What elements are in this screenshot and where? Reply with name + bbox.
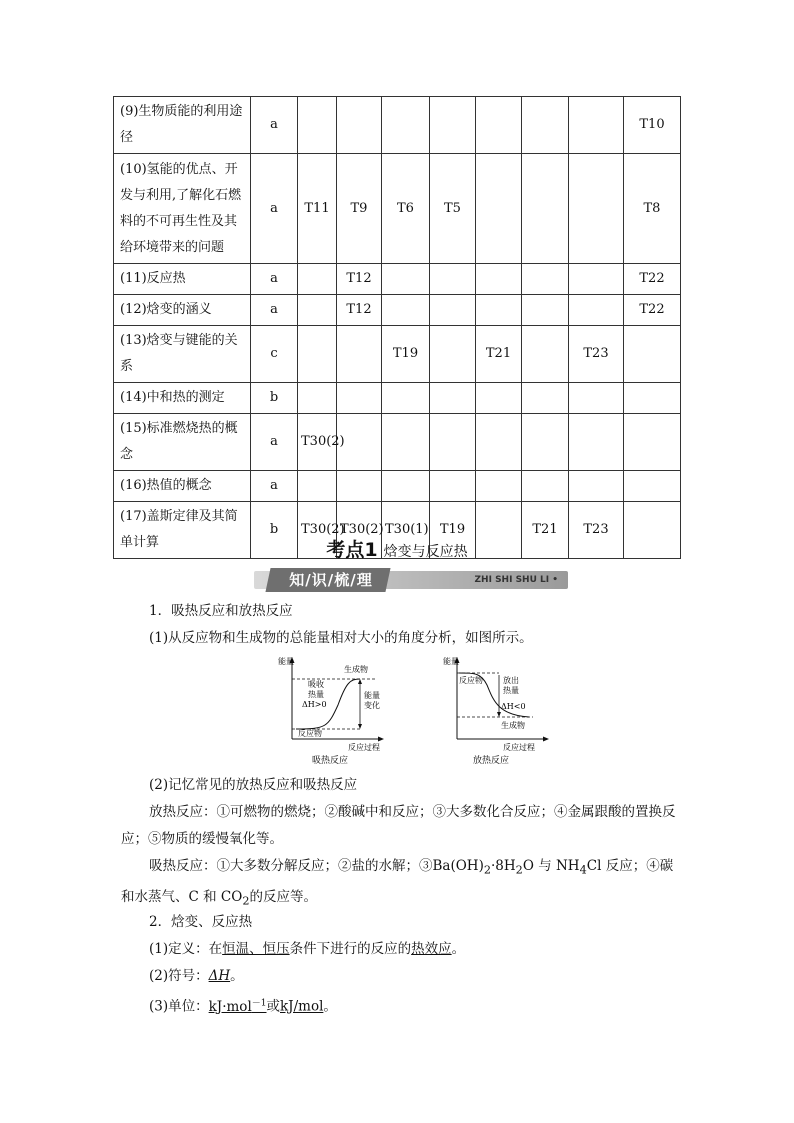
text-run: 条件下进行的反应的 <box>289 941 412 957</box>
topic-cell: (9)生物质能的利用途径 <box>114 97 251 154</box>
exam-cell <box>382 295 430 326</box>
reactant-label: 反应物 <box>459 676 483 685</box>
exam-cell <box>476 414 522 471</box>
definition-line <box>149 939 465 959</box>
superscript: －1 <box>251 998 267 1008</box>
text-run: 或 <box>266 998 280 1015</box>
exam-cell <box>382 471 430 502</box>
level-cell: b <box>251 502 298 559</box>
topic-cell: (15)标准燃烧热的概念 <box>114 414 251 471</box>
text-run: (3)单位： <box>149 998 209 1015</box>
answer-blank: kJ/mol <box>280 998 324 1015</box>
answer-blank: 恒温、恒压 <box>222 941 290 957</box>
topic-cell: (12)焓变的涵义 <box>114 295 251 326</box>
topic-cell: (10)氢能的优点、开发与利用,了解化石燃料的不可再生性及其给环境带来的问题 <box>114 154 251 264</box>
subscript: 2 <box>515 863 523 877</box>
level-cell: a <box>251 471 298 502</box>
exam-cell <box>569 414 624 471</box>
text-run: kJ·mol <box>208 998 252 1015</box>
exam-cell <box>298 471 337 502</box>
level-cell: a <box>251 295 298 326</box>
exam-cell <box>298 97 337 154</box>
exam-cell: T12 <box>337 264 382 295</box>
product-label: 生成物 <box>344 665 368 674</box>
y-axis-label: 能量 <box>278 657 294 666</box>
answer-blank: 热效应 <box>411 941 452 957</box>
level-cell: c <box>251 326 298 383</box>
exam-cell <box>430 383 476 414</box>
unit-line <box>149 993 337 1017</box>
exam-cell <box>522 383 569 414</box>
exam-cell <box>522 295 569 326</box>
exam-cell <box>522 471 569 502</box>
exam-cell <box>476 264 522 295</box>
table-row <box>114 383 681 414</box>
text-run: (2)符号： <box>149 968 209 984</box>
exam-cell <box>382 97 430 154</box>
table-row <box>114 97 681 154</box>
endothermic-caption: 吸热反应 <box>312 756 349 766</box>
exam-cell <box>522 264 569 295</box>
section-name: 焓变与反应热 <box>383 544 468 560</box>
y-axis-label: 能量 <box>443 657 459 666</box>
symbol-line <box>149 966 244 986</box>
topic-cell: (13)焓变与键能的关系 <box>114 326 251 383</box>
exam-cell <box>476 295 522 326</box>
exam-cell: T30(2) <box>298 502 337 559</box>
answer-blank: ΔH <box>208 968 231 984</box>
banner-title: 知/识/梳/理 <box>289 571 373 589</box>
change-label: 能量变化 <box>364 691 380 710</box>
level-cell: b <box>251 383 298 414</box>
text-run: ·8H <box>491 858 516 874</box>
exam-cell <box>522 414 569 471</box>
table-row <box>114 471 681 502</box>
x-axis-label: 反应过程 <box>348 743 380 752</box>
answer-blank <box>209 999 267 1015</box>
knowledge-banner <box>254 568 568 592</box>
exam-cell: T8 <box>624 154 681 264</box>
banner-pinyin: ZHI SHI SHU LI • <box>474 575 558 585</box>
exam-cell <box>476 97 522 154</box>
table-row <box>114 414 681 471</box>
delta-h-label: ΔH<0 <box>501 702 526 711</box>
absorb-label: 吸收热量 <box>308 680 324 699</box>
exam-cell <box>430 295 476 326</box>
exam-cell: T22 <box>624 295 681 326</box>
exam-cell <box>430 414 476 471</box>
x-axis-arrow <box>543 737 549 742</box>
arrow-head-up <box>358 679 362 684</box>
topic-cell: (16)热值的概念 <box>114 471 251 502</box>
topic-cell: (17)盖斯定律及其简单计算 <box>114 502 251 559</box>
text-run: 的反应等。 <box>249 888 317 905</box>
exam-cell: T23 <box>569 326 624 383</box>
exam-cell <box>298 295 337 326</box>
exothermic-diagram <box>441 655 561 767</box>
exam-cell <box>298 264 337 295</box>
exam-cell <box>337 383 382 414</box>
text-run: Cl 反应；④碳和水蒸气、C 和 CO <box>121 858 674 905</box>
exam-cell <box>337 326 382 383</box>
arrow-head-down <box>358 724 362 729</box>
exam-cell <box>476 383 522 414</box>
level-cell: a <box>251 414 298 471</box>
subscript: 4 <box>579 863 587 877</box>
subscript: 2 <box>483 863 492 877</box>
paragraph-4 <box>121 853 683 914</box>
exam-cell: T12 <box>337 295 382 326</box>
exam-cell <box>569 471 624 502</box>
exam-cell: T22 <box>624 264 681 295</box>
text-run: 吸热反应：①大多数分解反应；②盐的水解；③Ba(OH) <box>149 858 484 874</box>
exam-cell <box>337 97 382 154</box>
level-cell: a <box>251 154 298 264</box>
exam-cell <box>382 383 430 414</box>
exam-cell: T19 <box>382 326 430 383</box>
exam-cell <box>522 326 569 383</box>
heading-2: 2．焓变、反应热 <box>149 914 253 930</box>
x-axis-arrow <box>378 737 384 742</box>
exam-cell: T30(2) <box>337 502 382 559</box>
topic-cell: (14)中和热的测定 <box>114 383 251 414</box>
level-cell: a <box>251 97 298 154</box>
subscript: 2 <box>242 894 250 908</box>
paragraph-3 <box>121 799 683 853</box>
text-run: 。 <box>451 941 466 957</box>
table-row <box>114 295 681 326</box>
text-run: 。 <box>323 998 337 1015</box>
exam-cell <box>569 154 624 264</box>
release-label: 放出热量 <box>503 676 519 695</box>
exam-cell <box>522 154 569 264</box>
exam-cell <box>569 264 624 295</box>
text-run: O 与 NH <box>522 858 580 874</box>
exam-cell <box>382 414 430 471</box>
exam-cell <box>476 154 522 264</box>
text-run: 。 <box>230 968 244 984</box>
heading-1: 1．吸热反应和放热反应 <box>149 603 293 619</box>
table-row <box>114 154 681 264</box>
table-row <box>114 264 681 295</box>
exam-cell <box>624 414 681 471</box>
exam-cell <box>624 383 681 414</box>
exam-cell <box>624 326 681 383</box>
exam-cell <box>382 264 430 295</box>
delta-h-label: ΔH>0 <box>302 700 327 709</box>
exam-cell: T11 <box>298 154 337 264</box>
exam-cell: T19 <box>430 502 476 559</box>
table-row <box>114 326 681 383</box>
exam-cell <box>337 471 382 502</box>
syllabus-table <box>113 96 681 559</box>
topic-cell: (11)反应热 <box>114 264 251 295</box>
section-title <box>0 535 794 562</box>
paragraph-1: (1)从反应物和生成物的总能量相对大小的角度分析，如图所示。 <box>149 630 533 646</box>
reactant-label: 反应物 <box>298 729 322 738</box>
endothermic-diagram <box>276 655 396 767</box>
exam-cell: T9 <box>337 154 382 264</box>
exam-cell <box>569 295 624 326</box>
product-label: 生成物 <box>501 721 525 730</box>
exam-cell: T10 <box>624 97 681 154</box>
paragraph-2: (2)记忆常见的放热反应和吸热反应 <box>149 777 358 793</box>
section-number: 考点1 <box>326 539 378 561</box>
exothermic-list: 放热反应：①可燃物的燃烧；②酸碱中和反应；③大多数化合反应；④金属跟酸的置换反应；⑤物质的缓慢氧化等。 <box>121 804 676 847</box>
exam-cell <box>430 471 476 502</box>
exothermic-caption: 放热反应 <box>473 756 510 766</box>
exam-cell: T23 <box>569 502 624 559</box>
exam-cell <box>298 326 337 383</box>
exam-cell <box>298 383 337 414</box>
text-run: (1)定义：在 <box>149 941 223 957</box>
exam-cell: T30(2) <box>298 414 337 471</box>
exam-cell: T6 <box>382 154 430 264</box>
x-axis-label: 反应过程 <box>503 743 535 752</box>
exam-cell <box>624 471 681 502</box>
exam-cell: T21 <box>522 502 569 559</box>
exam-cell: T5 <box>430 154 476 264</box>
arrow-head-down <box>497 712 501 717</box>
exam-cell <box>569 97 624 154</box>
exam-cell: T21 <box>476 326 522 383</box>
exam-cell <box>476 471 522 502</box>
exam-cell <box>522 97 569 154</box>
exam-cell: T30(1) <box>382 502 430 559</box>
exam-cell <box>430 326 476 383</box>
exam-cell <box>430 264 476 295</box>
exam-cell <box>430 97 476 154</box>
exam-cell <box>569 383 624 414</box>
level-cell: a <box>251 264 298 295</box>
